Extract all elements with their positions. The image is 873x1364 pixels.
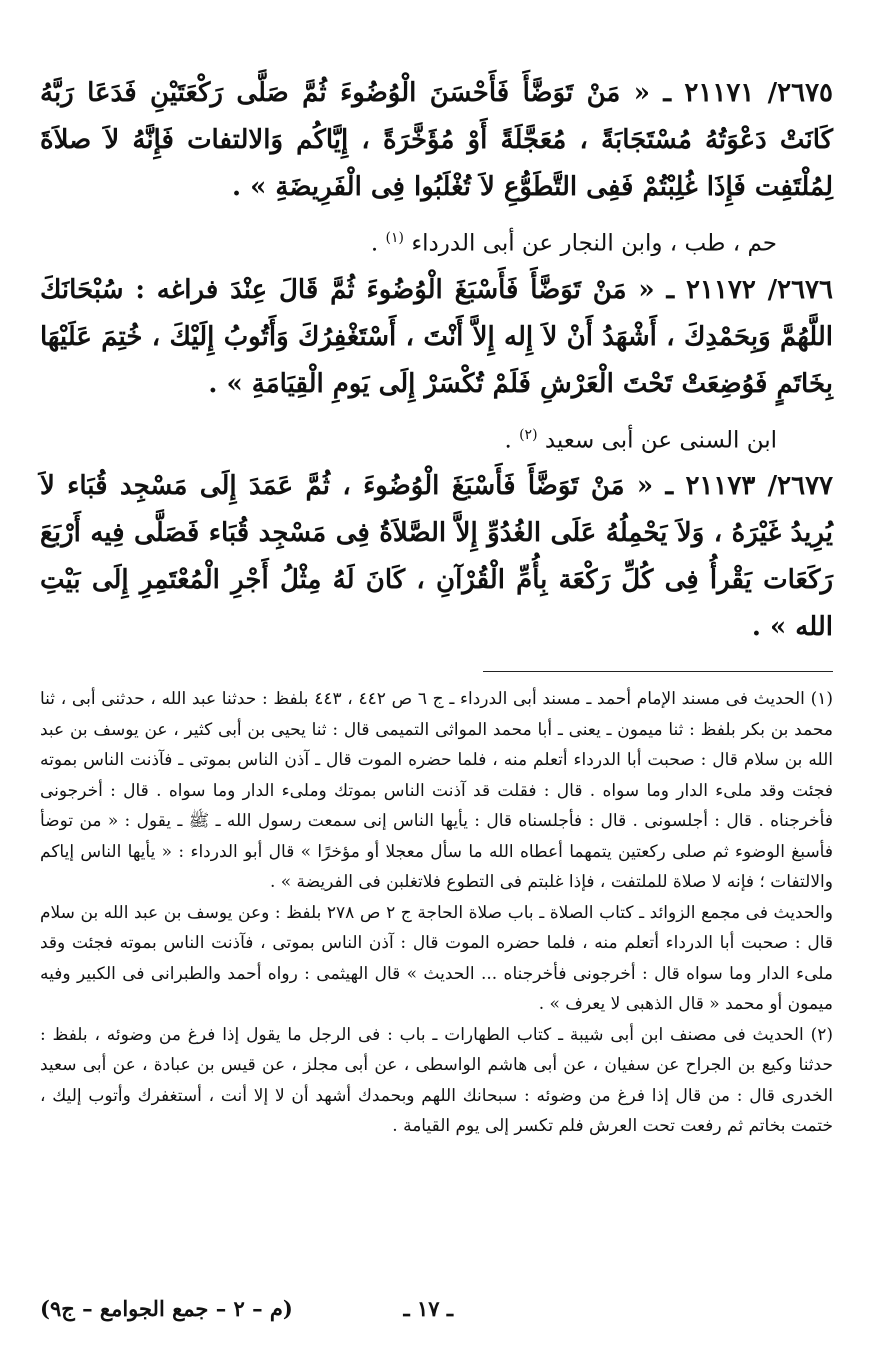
source-end: . <box>370 230 379 257</box>
hadith-text: « مَنْ تَوَضَّأَ فَأَحْسَنَ الْوُضُوءَ ثُمَّ صَلَّى رَكْعَتَيْنِ فَدَعَا رَبَّهُ كَانَتْ دَعْوَتُهُ مُسْتَجَابَةً ، مُعَجَّلَةً أَوْ مُؤَخَّرَةً ، إِيَّاكُم وَالالتفات فَإِنَّهُ لاَ صلاَةَ لِمُلْتَفِت فَإِذَا غُلِبْتُمْ فَفِى التَّطَوُّعِ لاَ تُغْلَبُوا فِى الْفَرِيضَةِ » . <box>40 78 833 202</box>
footnote-2: (٢) الحديث فى مصنف ابن أبى شيبة ـ كتاب الطهارات ـ باب : فى الرجل ما يقول إذا فرغ من وضوئه ، بلفظ : حدثنا وكيع بن الجراح عن سفيان ، عن أبى هاشم الواسطى ، عن أبى مجلز ، عن قيس بن عبادة ، عن أبى سعيد الخدرى قال : من قال إذا فرغ من وضوئه : سبحانك اللهم وبحمدك أشهد أن لا إلا أنت ، أستغفرك وأتوب إليك ، ختمت بخاتم ثم رفعت تحت العرش فلم تكسر إلى يوم القيامة . <box>40 1024 833 1137</box>
footnote-1: (١) الحديث فى مسند الإمام أحمد ـ مسند أبى الدرداء ـ ج ٦ ص ٤٤٢ ، ٤٤٣ بلفظ : حدثنا عبد الله ، حدثنى أبى ، ثنا محمد بن بكر بلفظ : ثنا ميمون ـ يعنى ـ أبا محمد المواثى التميمى قال : ثنا يحيى بن أبى كثير ، عن يوسف بن عبد الله بن سلام قال : صحبت أبا الدرداء أتعلم منه ، فلما حضره الموت قال ـ آذن الناس بموتى ـ فآذنت الناس بموته فجئت وقد ملىء الدار وما سواه . قال : فقلت قد آذنت الناس بموتك وملىء الدار وما سواه . قال : أخرجونى فأخرجناه . قال : أجلسونى . قال : فأجلسناه قال : يأيها الناس إنى سمعت رسول الله ـ ﷺ ـ يقول : « من توضأ فأسبغ الوضوء ثم صلى ركعتين يتمهما أعطاه الله ما سأل معجلا أو مؤخرًا » قال أبو الدرداء : « يأيها الناس إياكم والالتفات ؛ فإنه لا صلاة للملتفت ، فإذا غلبتم فى التطوع فلاتغلبن فى الفريضة » . <box>40 689 833 893</box>
footnote-ref[interactable]: (٢) <box>519 426 538 443</box>
hadith-text: « مَنْ تَوَضَّأَ فَأَسْبَغَ الْوُضُوءَ ، ثُمَّ عَمَدَ إِلَى مَسْجِد قُبَاء لاَ يُرِيدُ غَيْرَهُ ، وَلاَ يَحْمِلُهُ عَلَى الغُدُوِّ إِلاَّ الصَّلاَةُ فِى مَسْجِد قُبَاء فَصَلَّى فِيه أَرْبَعَ رَكَعَات يَقْرأُ فِى كُلِّ رَكْعَة بِأُمِّ الْقُرْآنِ ، كَانَ لَهُ مِثْلُ أَجْرِ الْمُعْتَمِرِ إِلَى بَيْتِ الله » . <box>40 471 833 643</box>
hadith-number: ٢٦٧٧/ ٢١١٧٣ ـ <box>665 471 833 502</box>
source-text: حم ، طب ، وابن النجار عن أبى الدرداء <box>411 230 777 257</box>
hadith-number: ٢٦٧٥/ ٢١١٧١ ـ <box>663 78 833 108</box>
hadith-source <box>40 215 777 267</box>
source-end: . <box>504 427 512 454</box>
book-reference: (م – ٢ – جمع الجوامع – ج٩) <box>40 1296 293 1321</box>
hadith-source <box>40 412 777 464</box>
hadith-entry <box>40 463 833 651</box>
footnote-divider <box>483 671 833 672</box>
source-text: ابن السنى عن أبى سعيد <box>544 427 777 454</box>
hadith-number: ٢٦٧٦/ ٢١١٧٢ ـ <box>666 274 833 305</box>
footnote-ref[interactable]: (١) <box>385 230 404 246</box>
hadith-entry <box>40 267 833 408</box>
page-footer <box>40 1296 833 1321</box>
hadith-entry <box>40 70 833 211</box>
footnotes <box>40 684 833 1142</box>
hadith-text: « مَنْ تَوَضَّأَ فَأَسْبَغَ الْوُضُوءَ ثُمَّ قَالَ عِنْدَ فراغه : سُبْحَانَكَ اللَّهُمَّ وَبِحَمْدِكَ ، أَشْهَدُ أَنْ لاَ إِله إِلاَّ أَنْتَ ، أَسْتَغْفِرُكَ وَأَتُوبُ إِلَيْكَ ، خُتِمَ عَلَيْهَا بِخَاتَمٍ فَوُضِعَتْ تَحْتَ الْعَرْشِ فَلَمْ تُكْسَرْ إِلَى يَومِ الْقِيَامَةِ » . <box>40 274 833 399</box>
page-number: ـ ١٧ ـ <box>403 1296 453 1321</box>
main-text <box>40 70 833 651</box>
footnote-1-continued: والحديث فى مجمع الزوائد ـ كتاب الصلاة ـ باب صلاة الحاجة ج ٢ ص ٢٧٨ بلفظ : وعن يوسف بن عبد الله بن سلام قال : صحبت أبا الدرداء أتعلم منه ، فلما حضره الموت قال : آذن الناس بموتى ، فآذنت الناس بموته فجئت وقد ملىء الدار وما سواه قال : أخرجونى فأخرجناه ... الحديث » قال الهيثمى : رواه أحمد والطبرانى فى الكبير وفيه ميمون أو محمد « قال الذهبى لا يعرف » . <box>40 902 834 1015</box>
